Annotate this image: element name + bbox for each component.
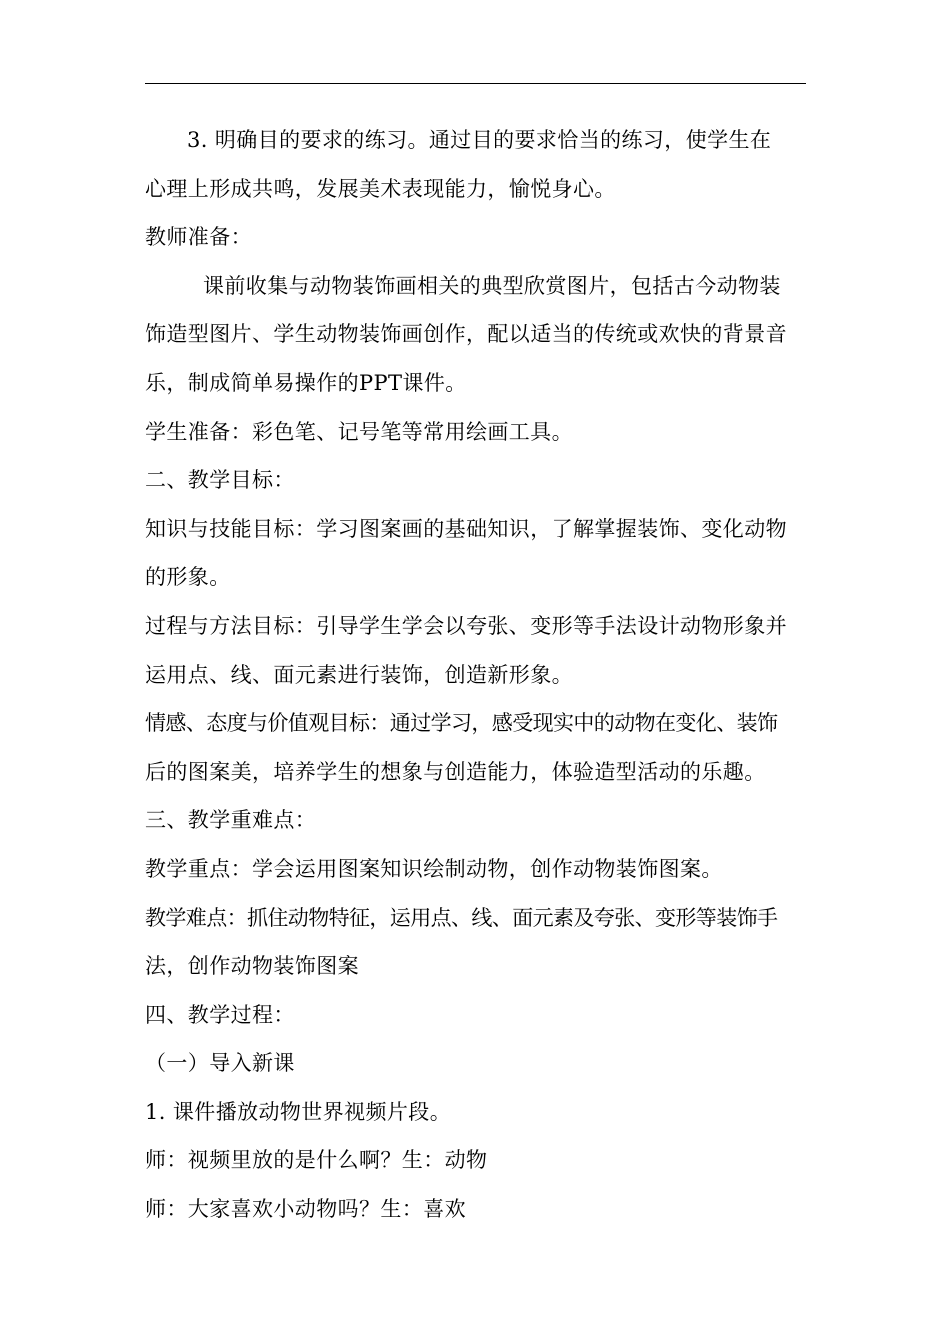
- paragraph-line: 1. 课件播放动物世界视频片段。: [145, 1099, 452, 1124]
- section-heading: 四、教学过程：: [145, 1002, 295, 1027]
- section-label: 教师准备：: [145, 225, 252, 250]
- section-heading: 三、教学重难点：: [145, 808, 317, 833]
- paragraph-line: 法，创作动物装饰图案: [145, 954, 359, 979]
- paragraph-line: 情感、态度与价值观目标：通过学习，感受现实中的动物在变化、装饰: [145, 711, 778, 736]
- dialogue-line: 师：大家喜欢小动物吗？生：喜欢: [145, 1197, 466, 1222]
- paragraph-line: 饰造型图片、学生动物装饰画创作，配以适当的传统或欢快的背景音: [145, 322, 787, 347]
- dialogue-line: 师：视频里放的是什么啊？生：动物: [145, 1148, 488, 1173]
- subsection-heading: （一）导入新课: [145, 1051, 295, 1076]
- paragraph-line: 运用点、线、面元素进行装饰，创造新形象。: [145, 662, 573, 687]
- paragraph-line: 过程与方法目标：引导学生学会以夸张、变形等手法设计动物形象并: [145, 613, 787, 638]
- paragraph-line: 的形象。: [145, 565, 231, 590]
- paragraph-line: 教学难点：抓住动物特征，运用点、线、面元素及夸张、变形等装饰手: [145, 905, 778, 930]
- header-rule: [145, 83, 806, 84]
- paragraph-line: 知识与技能目标：学习图案画的基础知识，了解掌握装饰、变化动物: [145, 516, 787, 541]
- paragraph-line: 3. 明确目的要求的练习。通过目的要求恰当的练习，使学生在: [187, 128, 772, 152]
- paragraph-line: 学生准备：彩色笔、记号笔等常用绘画工具。: [145, 419, 573, 444]
- paragraph-line: 后的图案美，培养学生的想象与创造能力，体验造型活动的乐趣。: [145, 759, 766, 784]
- paragraph-line: 课前收集与动物装饰画相关的典型欣赏图片，包括古今动物装: [203, 273, 781, 298]
- paragraph-line: 教学重点：学会运用图案知识绘制动物，创作动物装饰图案。: [145, 856, 723, 881]
- paragraph-line: 心理上形成共鸣，发展美术表现能力，愉悦身心。: [145, 176, 616, 201]
- document-body: [145, 116, 810, 1234]
- section-heading: 二、教学目标：: [145, 468, 295, 493]
- paragraph-line: 乐，制成简单易操作的PPT课件。: [145, 370, 467, 395]
